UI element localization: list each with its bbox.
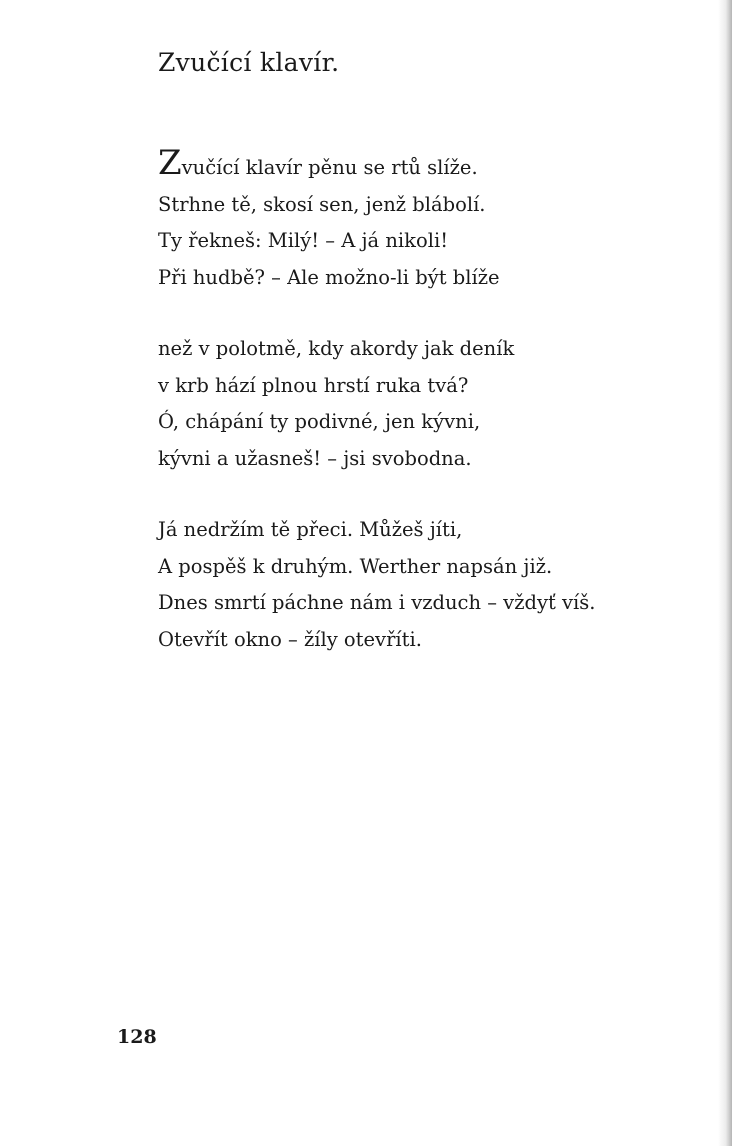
page-edge-shadow <box>718 0 732 1146</box>
poem-line: Strhne tě, skosí sen, jenž blábolí. <box>158 192 486 216</box>
page-number: 128 <box>117 1026 157 1048</box>
poem-line: A pospěš k druhým. Werther napsán již. <box>158 554 553 578</box>
poem-line: Dnes smrtí páchne nám i vzduch – vždyť víš. <box>158 591 596 614</box>
poem-line: v krb hází plnou hrstí ruka tvá? <box>158 373 469 397</box>
poem-line: Při hudbě? – Ale možno-li být blíže <box>158 265 500 289</box>
poem-title: Zvučící klavír. <box>158 48 340 77</box>
stanza-1 <box>158 143 698 296</box>
poem-line: Ó, chápání ty podivné, jen kývni, <box>158 410 481 433</box>
stanza-3 <box>158 512 698 658</box>
poem-line: Ty řekneš: Milý! – A já nikoli! <box>158 229 449 252</box>
poem-body <box>158 143 698 693</box>
drop-initial: Z <box>158 143 182 183</box>
poem-line: než v polotmě, kdy akordy jak deník <box>158 337 515 360</box>
poem-line: Otevřít okno – žíly otevříti. <box>158 627 422 651</box>
first-line-text: vučící klavír pěnu se rtů slíže. <box>181 156 478 179</box>
poem-line <box>158 143 698 187</box>
stanza-2 <box>158 331 698 477</box>
poem-line: kývni a užasneš! – jsi svobodna. <box>158 446 472 470</box>
poem-line: Já nedržím tě přeci. Můžeš jíti, <box>158 518 463 541</box>
